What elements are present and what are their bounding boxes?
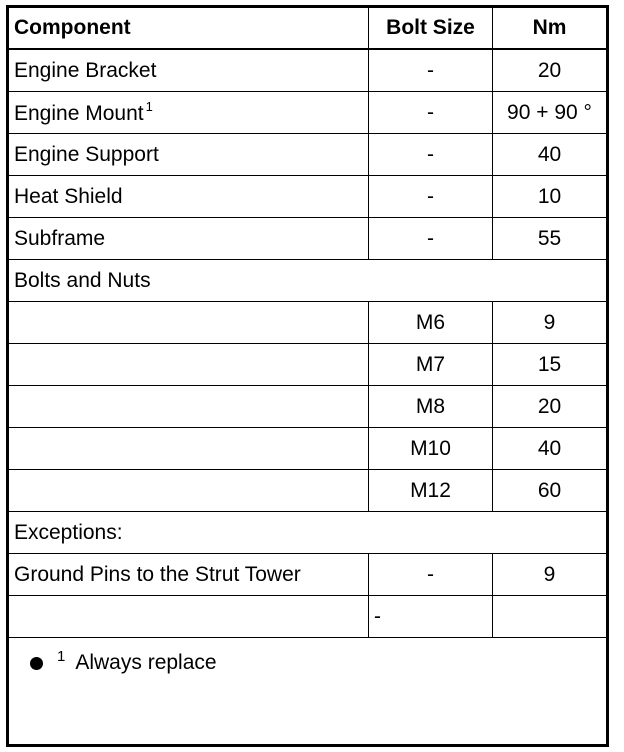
component-cell: [8, 344, 369, 386]
bolt-size-cell: -: [369, 134, 493, 176]
component-cell: Engine Support: [8, 134, 369, 176]
nm-cell: 15: [493, 344, 608, 386]
nm-cell: 9: [493, 554, 608, 596]
bolt-size-cell: -: [369, 218, 493, 260]
table-row: [8, 49, 608, 92]
nm-cell: 90 + 90 °: [493, 92, 608, 134]
component-cell: [8, 470, 369, 512]
header-nm: Nm: [493, 7, 608, 50]
component-cell: [8, 428, 369, 470]
bolt-size-cell: M7: [369, 344, 493, 386]
component-cell: Heat Shield: [8, 176, 369, 218]
table-row: [8, 596, 608, 638]
component-cell: Engine Bracket: [8, 49, 369, 92]
footnote-row: [8, 638, 608, 746]
footnote-marker: 1: [57, 648, 66, 665]
bolt-size-cell: M6: [369, 302, 493, 344]
footnote-text: Always replace: [75, 651, 217, 674]
table-row: [8, 92, 608, 134]
nm-cell: 20: [493, 386, 608, 428]
nm-cell: 40: [493, 428, 608, 470]
header-component: Component: [8, 7, 369, 50]
bolt-size-cell: -: [369, 49, 493, 92]
bolt-size-cell: M8: [369, 386, 493, 428]
section-heading: Exceptions:: [8, 512, 608, 554]
bullet-icon: [30, 657, 43, 670]
component-cell: [8, 92, 369, 134]
section-row-exceptions: [8, 512, 608, 554]
table-row: [8, 302, 608, 344]
bolt-size-cell: M12: [369, 470, 493, 512]
table-row: [8, 134, 608, 176]
bolt-size-cell: -: [369, 92, 493, 134]
section-row-bolts-and-nuts: [8, 260, 608, 302]
bolt-size-cell: -: [369, 176, 493, 218]
footnote-cell: [8, 638, 608, 746]
torque-specification-table: [6, 5, 609, 747]
table-row: [8, 428, 608, 470]
nm-cell: 60: [493, 470, 608, 512]
footnote-marker: 1: [145, 99, 153, 114]
component-cell: [8, 596, 369, 638]
bolt-size-cell: M10: [369, 428, 493, 470]
component-cell: [8, 302, 369, 344]
table-row: [8, 470, 608, 512]
header-bolt-size: Bolt Size: [369, 7, 493, 50]
table-row: [8, 176, 608, 218]
table-row: [8, 218, 608, 260]
header-row: [8, 7, 608, 50]
bolt-size-cell: -: [369, 596, 493, 638]
table-row: [8, 344, 608, 386]
component-label: Engine Mount: [14, 102, 144, 125]
nm-cell: 40: [493, 134, 608, 176]
bolt-size-cell: -: [369, 554, 493, 596]
nm-cell: 10: [493, 176, 608, 218]
nm-cell: 9: [493, 302, 608, 344]
table-row: [8, 386, 608, 428]
component-cell: Subframe: [8, 218, 369, 260]
component-cell: [8, 386, 369, 428]
nm-cell: 20: [493, 49, 608, 92]
table-row: [8, 554, 608, 596]
component-cell: Ground Pins to the Strut Tower: [8, 554, 369, 596]
section-heading: Bolts and Nuts: [8, 260, 608, 302]
nm-cell: [493, 596, 608, 638]
nm-cell: 55: [493, 218, 608, 260]
